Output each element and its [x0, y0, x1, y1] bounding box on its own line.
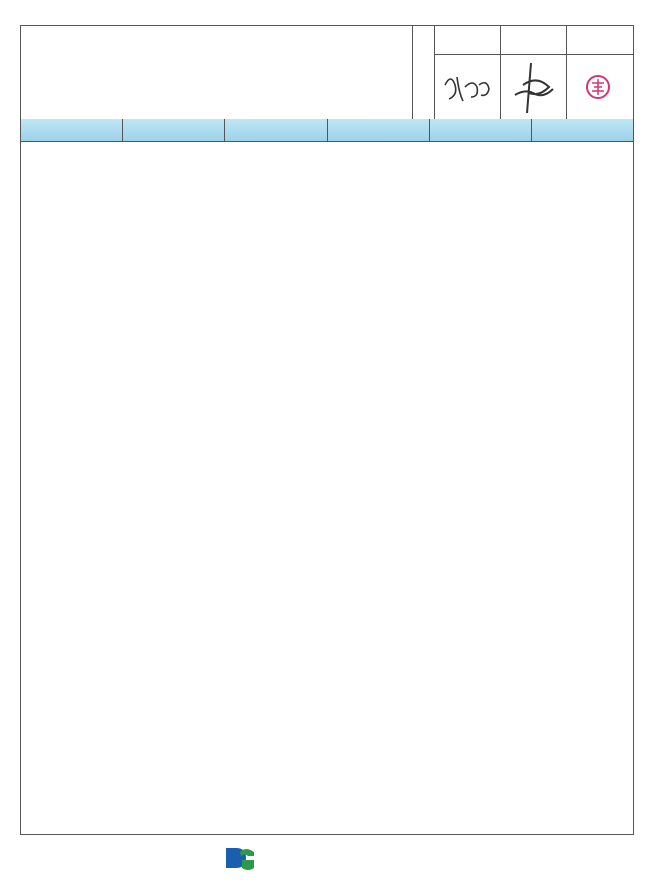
seal-president [567, 55, 633, 119]
approval-head [435, 26, 500, 55]
signature-icon [501, 55, 567, 119]
weekday-tue [123, 119, 225, 141]
approval-col-director [501, 26, 567, 119]
weekday-mon [21, 119, 123, 141]
signature-manager [435, 55, 500, 119]
approval-col-manager [435, 26, 501, 119]
seal-icon [567, 55, 633, 119]
signature-icon [435, 55, 501, 119]
approval-label [413, 26, 435, 119]
hospital-logo [224, 840, 264, 876]
page-title [21, 26, 413, 119]
weekday-sat [532, 119, 633, 141]
weekday-fri [430, 119, 532, 141]
footer-note [21, 798, 633, 834]
logo-mark-icon [224, 842, 258, 874]
approval-head [567, 26, 633, 55]
weekday-header [21, 119, 633, 142]
approval-head [501, 26, 566, 55]
schedule-sheet [20, 25, 634, 835]
weekday-thu [328, 119, 430, 141]
approval-col-president [567, 26, 633, 119]
weekday-wed [225, 119, 327, 141]
signature-director [501, 55, 566, 119]
header [21, 26, 633, 120]
